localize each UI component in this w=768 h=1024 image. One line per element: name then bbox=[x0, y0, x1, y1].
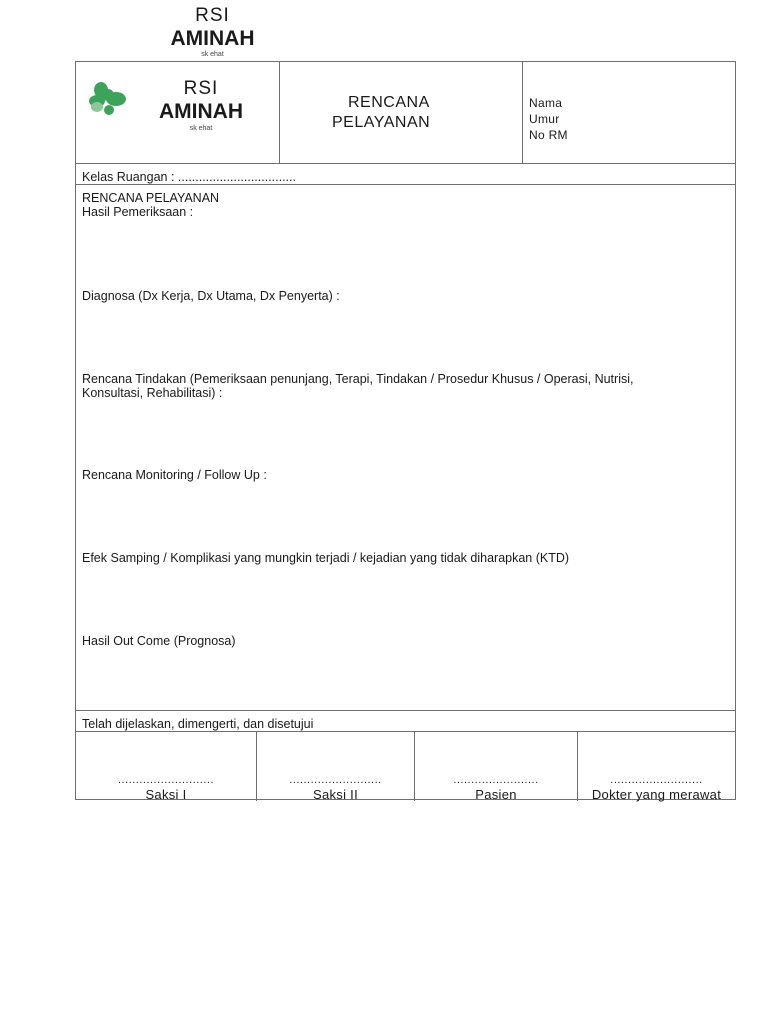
hospital-logo-icon bbox=[87, 81, 131, 117]
kelas-ruangan-field[interactable]: Kelas Ruangan : .................................. bbox=[82, 170, 296, 184]
signature-saksi-2[interactable] bbox=[257, 731, 414, 801]
rencana-tindakan-label-line1: Rencana Tindakan (Pemeriksaan penunjang, Terapi, Tindakan / Prosedur Khusus / Operasi, Nutrisi, bbox=[82, 372, 634, 386]
header-divider-2 bbox=[522, 62, 523, 164]
logo-cell bbox=[76, 62, 280, 164]
header-logo-line3: sk ehat bbox=[201, 51, 224, 58]
signature-saksi-1[interactable] bbox=[76, 731, 256, 801]
signature-line: .......................... bbox=[289, 774, 382, 786]
patient-rm-label: No RM bbox=[529, 128, 568, 142]
logo-line2: AMINAH bbox=[159, 100, 243, 123]
signature-label: Dokter yang merawat bbox=[591, 787, 722, 802]
header-logo-line1: RSI bbox=[195, 5, 230, 26]
rencana-tindakan-label-line2: Konsultasi, Rehabilitasi) : bbox=[82, 386, 223, 400]
patient-age-label: Umur bbox=[529, 112, 560, 126]
signature-dokter[interactable] bbox=[578, 731, 735, 801]
signature-line: ........................ bbox=[453, 774, 539, 786]
signature-line: .......................... bbox=[610, 774, 703, 786]
hospital-logo-text bbox=[141, 78, 261, 130]
signature-label: Pasien bbox=[475, 787, 517, 802]
hasil-outcome-label: Hasil Out Come (Prognosa) bbox=[82, 634, 236, 648]
logo-line3: sk ehat bbox=[189, 125, 213, 132]
header-logo bbox=[150, 4, 275, 58]
patient-info bbox=[529, 95, 568, 143]
form-title bbox=[332, 93, 430, 133]
row-divider-body bbox=[76, 710, 735, 711]
signature-label: Saksi II bbox=[312, 787, 359, 802]
hasil-pemeriksaan-label: Hasil Pemeriksaan : bbox=[82, 205, 194, 219]
form-title-line1: RENCANA bbox=[348, 94, 430, 111]
header-logo-line2: AMINAH bbox=[170, 27, 255, 50]
section-title: RENCANA PELAYANAN bbox=[82, 191, 220, 205]
row-divider-header bbox=[76, 163, 735, 164]
signature-line: ........................... bbox=[117, 774, 215, 786]
signature-label: Saksi I bbox=[145, 787, 187, 802]
rencana-monitoring-label: Rencana Monitoring / Follow Up : bbox=[82, 468, 267, 482]
signature-pasien[interactable] bbox=[415, 731, 577, 801]
efek-samping-label: Efek Samping / Komplikasi yang mungkin terjadi / kejadian yang tidak diharapkan (KTD) bbox=[82, 551, 570, 565]
service-plan-form bbox=[75, 61, 736, 800]
row-divider-kelas bbox=[76, 184, 735, 185]
diagnosa-label: Diagnosa (Dx Kerja, Dx Utama, Dx Penyerta) : bbox=[82, 289, 340, 303]
consent-text: Telah dijelaskan, dimengerti, dan disetujui bbox=[82, 717, 314, 731]
logo-line1: RSI bbox=[183, 78, 219, 99]
patient-name-label: Nama bbox=[529, 96, 563, 110]
form-title-line2: PELAYANAN bbox=[332, 114, 431, 131]
